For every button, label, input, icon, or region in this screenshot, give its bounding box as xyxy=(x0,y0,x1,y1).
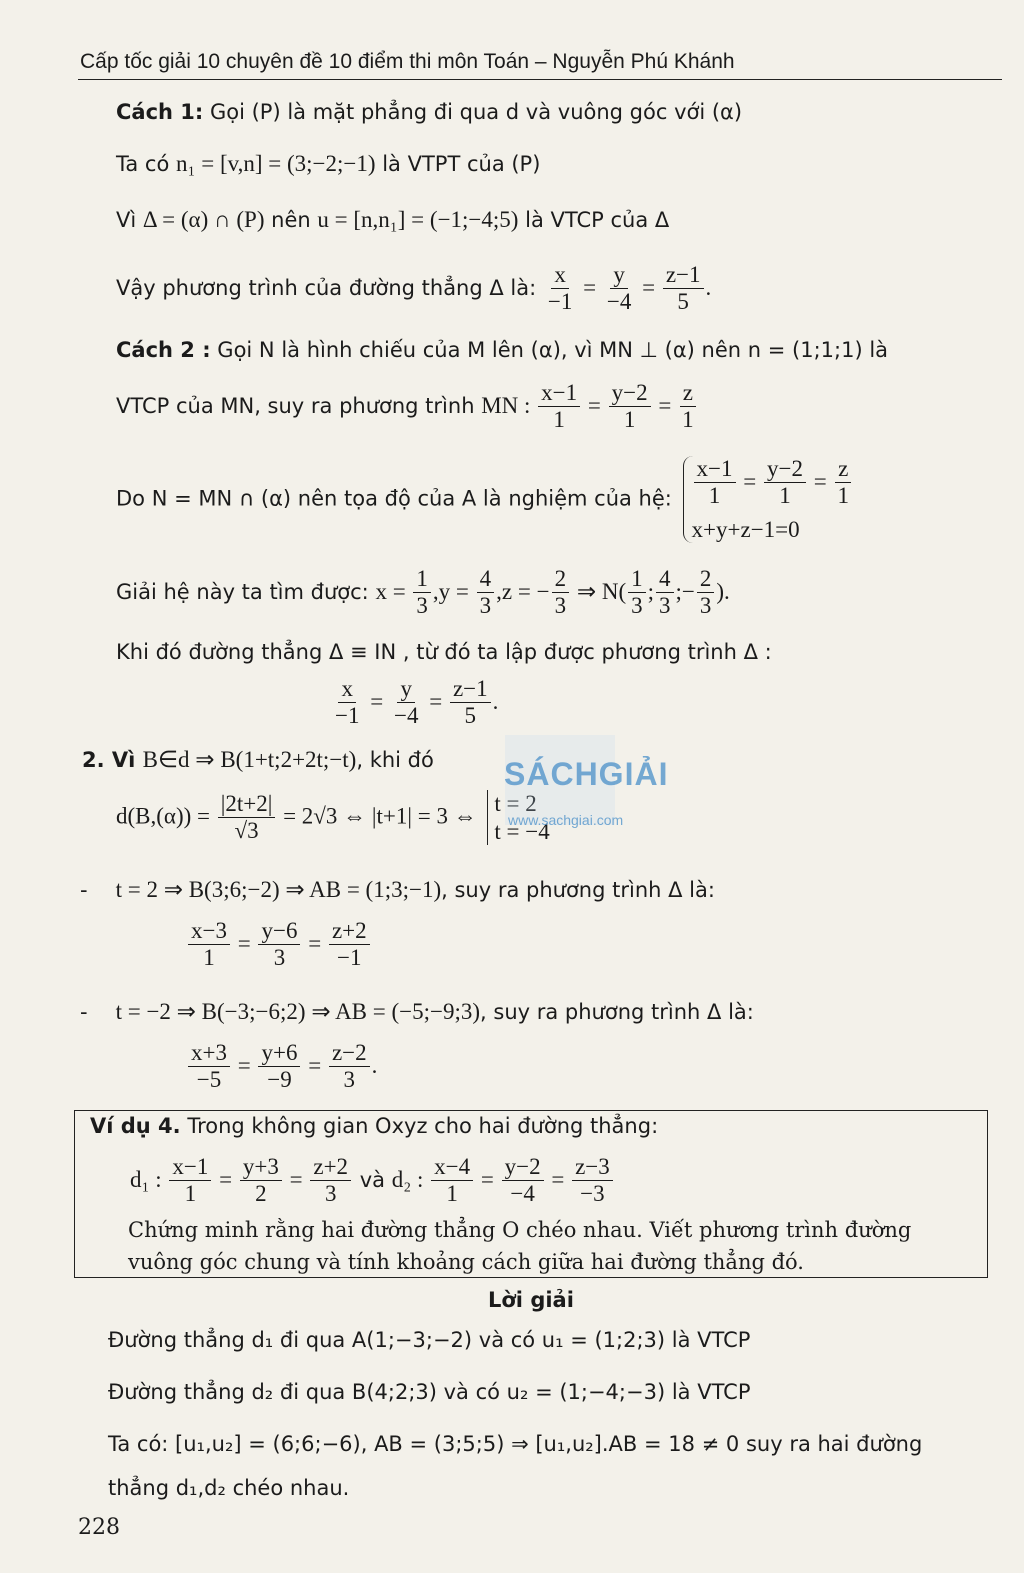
operator: = xyxy=(423,688,448,714)
fraction xyxy=(663,262,704,316)
operator: = xyxy=(364,688,389,714)
part2-line xyxy=(82,746,434,774)
operator: = xyxy=(475,1166,500,1192)
denominator: 1 xyxy=(708,483,721,509)
operator: = xyxy=(652,392,678,418)
operator: ; xyxy=(647,578,654,604)
numerator: 4 xyxy=(477,566,495,593)
operator: ). xyxy=(716,578,730,604)
denominator: 3 xyxy=(416,593,428,619)
numerator: z−1 xyxy=(450,676,491,703)
method1-text: Gọi (P) là mặt phẳng đi qua d và vuông góc với (α) xyxy=(203,100,743,124)
numerator: y+3 xyxy=(240,1154,282,1181)
math: = 2√3 ⇔ |t+1| = 3 ⇔ xyxy=(277,803,477,829)
denominator: −1 xyxy=(337,945,362,971)
fraction-chain xyxy=(167,1154,353,1207)
solution-title: Lời giải xyxy=(488,1288,574,1312)
fraction xyxy=(477,566,495,620)
solution-line-2: Đường thẳng d₂ đi qua B(4;2;3) và có u₂ = (1;−4;−3) là VTCP xyxy=(108,1380,751,1404)
numerator: y−6 xyxy=(258,918,300,945)
fraction xyxy=(552,566,570,620)
fraction xyxy=(679,380,697,434)
numerator: 1 xyxy=(413,566,431,593)
operator: = xyxy=(808,468,833,494)
denominator: 2 xyxy=(255,1181,267,1207)
numerator: y xyxy=(610,262,628,289)
fraction xyxy=(413,566,431,620)
running-header: Cấp tốc giải 10 chuyên đề 10 điểm thi môn Toán – Nguyễn Phú Khánh xyxy=(80,50,735,73)
delta-equation-2 xyxy=(330,676,498,730)
denominator: 5 xyxy=(464,703,477,729)
fraction xyxy=(694,456,736,510)
denominator: −4 xyxy=(393,703,419,729)
fraction xyxy=(697,566,715,620)
solution-values xyxy=(375,566,730,619)
math: MN : xyxy=(481,392,537,418)
numerator: 2 xyxy=(697,566,715,593)
fraction xyxy=(628,566,646,620)
fraction xyxy=(169,1154,211,1208)
denominator: −9 xyxy=(267,1067,292,1093)
numerator: z−1 xyxy=(663,262,704,289)
bullet: - xyxy=(80,878,88,902)
numerator: z+2 xyxy=(310,1154,351,1181)
numerator: y−2 xyxy=(502,1154,544,1181)
case2-equation xyxy=(186,1040,377,1094)
denominator: −1 xyxy=(335,703,360,729)
fraction xyxy=(450,676,491,730)
system-equation: x+y+z−1=0 xyxy=(691,516,800,542)
denominator: 3 xyxy=(324,1181,337,1207)
math: n₁ = [v,n] = (3;−2;−1) xyxy=(175,151,376,176)
numerator: z xyxy=(835,456,851,483)
denominator: 3 xyxy=(273,945,286,971)
text: VTCP của MN, suy ra phương trình xyxy=(116,393,482,418)
numerator: x−1 xyxy=(169,1154,211,1181)
denominator: 1 xyxy=(623,407,636,433)
fraction xyxy=(502,1154,544,1208)
text: Vì xyxy=(116,208,143,232)
denominator: 1 xyxy=(837,483,849,509)
numerator: z−2 xyxy=(329,1040,370,1067)
denominator: 1 xyxy=(553,407,565,433)
operator: ,z = − xyxy=(496,578,550,604)
example-title-line xyxy=(90,1114,658,1139)
operator: = xyxy=(231,1052,257,1078)
operator: = xyxy=(283,1166,309,1192)
fraction-chain xyxy=(186,918,372,971)
numerator: z xyxy=(680,380,696,407)
fraction xyxy=(240,1154,282,1208)
math: d₁ : xyxy=(130,1166,168,1192)
fraction xyxy=(431,1154,473,1208)
denominator: 3 xyxy=(554,593,567,619)
fraction-chain xyxy=(429,1154,615,1207)
numerator: y xyxy=(397,676,415,703)
operator: = xyxy=(302,930,327,956)
solution-line-4: thẳng d₁,d₂ chéo nhau. xyxy=(108,1476,350,1500)
text: là VTCP của Δ xyxy=(518,208,670,232)
denominator: 1 xyxy=(184,1181,197,1207)
fraction-chain xyxy=(543,262,712,315)
operator: = xyxy=(545,1166,571,1192)
numerator: 4 xyxy=(656,566,674,593)
denominator: 1 xyxy=(446,1181,458,1207)
direction-vector-line xyxy=(116,206,669,234)
operator: = xyxy=(213,1166,238,1192)
numerator: |2t+2| xyxy=(218,791,276,818)
operator: = xyxy=(737,468,763,494)
fraction xyxy=(764,456,806,510)
text: Giải hệ này ta tìm được: xyxy=(116,579,376,604)
text: , suy ra phương trình Δ là: xyxy=(441,878,715,902)
example-lines-equations xyxy=(130,1154,615,1208)
header-rule xyxy=(78,79,1002,80)
operator: . xyxy=(705,274,712,300)
solution-line-3: Ta có: [u₁,u₂] = (6;6;−6), AB = (3;5;5) ⇒ [u₁,u₂].AB = 18 ≠ 0 suy ra hai đường xyxy=(108,1432,923,1456)
delta-equation-line xyxy=(116,262,711,316)
solution: t = −4 xyxy=(494,818,550,844)
denominator: 3 xyxy=(343,1067,356,1093)
solution-line-1: Đường thẳng d₁ đi qua A(1;−3;−2) và có u₁ = (1;2;3) là VTCP xyxy=(108,1328,751,1352)
fraction xyxy=(258,1040,300,1094)
numerator: y+6 xyxy=(258,1040,300,1067)
operator: = xyxy=(302,1052,327,1078)
fraction xyxy=(572,1154,613,1208)
denominator: 1 xyxy=(682,407,694,433)
fraction xyxy=(329,1040,370,1094)
fraction-chain xyxy=(186,1040,378,1093)
denominator: −3 xyxy=(580,1181,605,1207)
operator: . xyxy=(371,1052,378,1078)
math: Δ = (α) ∩ (P) xyxy=(142,207,265,232)
math: d(B,(α)) = xyxy=(116,803,216,829)
operator: = xyxy=(577,274,602,300)
operator: ,y = xyxy=(432,578,475,604)
solution-line xyxy=(116,566,730,620)
fraction-chain xyxy=(692,456,854,510)
math: d₂ : xyxy=(391,1166,430,1192)
distance-fraction xyxy=(218,791,276,845)
case1-equation xyxy=(186,918,372,972)
bullet: - xyxy=(80,1000,88,1024)
numerator: x xyxy=(551,262,569,289)
text: , suy ra phương trình Δ là: xyxy=(480,1000,754,1024)
numerator: z−3 xyxy=(572,1154,613,1181)
math: u = [n,n₁] = (−1;−4;5) xyxy=(317,207,519,232)
numerator: x−1 xyxy=(694,456,736,483)
solution: t = 2 xyxy=(494,791,537,816)
fraction xyxy=(391,676,421,730)
fraction-chain xyxy=(536,380,698,433)
denominator: 3 xyxy=(479,593,492,619)
operator: x = xyxy=(375,578,412,604)
text: Do N = MN ∩ (α) nên tọa độ của A là nghiệm của hệ: xyxy=(116,486,672,511)
page-number: 228 xyxy=(78,1515,120,1540)
text: , khi đó xyxy=(356,748,434,772)
fraction xyxy=(834,456,852,510)
fraction xyxy=(188,1040,230,1094)
fraction xyxy=(329,918,370,972)
operator: . xyxy=(492,688,499,714)
text: Vậy phương trình của đường thẳng Δ là: xyxy=(116,275,543,300)
operator: = xyxy=(582,392,607,418)
denominator: 3 xyxy=(699,593,712,619)
denominator: −5 xyxy=(196,1067,222,1093)
system-line xyxy=(116,456,854,543)
denominator: 3 xyxy=(659,593,671,619)
text: Trong không gian Oxyz cho hai đường thẳng: xyxy=(180,1114,659,1138)
case2-line xyxy=(80,998,754,1026)
operator: = xyxy=(231,930,257,956)
denominator: 1 xyxy=(203,945,215,971)
mn-equation-line xyxy=(116,380,699,434)
method2-text: Gọi N là hình chiếu của M lên (α), vì MN ⊥ (α) nên n = (1;1;1) là xyxy=(210,338,889,362)
operator: ;− xyxy=(675,578,695,604)
watermark-url: www.sachgiai.com xyxy=(508,812,624,828)
fraction xyxy=(188,918,230,972)
numerator: y−2 xyxy=(609,380,651,407)
method2-line xyxy=(116,338,888,363)
operator: = xyxy=(636,274,661,300)
watermark-brand: SÁCHGIẢI xyxy=(504,756,669,792)
denominator: 1 xyxy=(779,483,791,509)
normal-vector-line xyxy=(116,150,540,178)
fraction xyxy=(545,262,575,316)
fraction xyxy=(310,1154,351,1208)
fraction xyxy=(656,566,674,620)
denominator: 5 xyxy=(677,289,689,315)
text: Ta có xyxy=(116,152,176,176)
numerator: 2 xyxy=(552,566,570,593)
numerator: z+2 xyxy=(329,918,370,945)
operator: ⇒ N( xyxy=(571,578,627,604)
example-title: Ví dụ 4. xyxy=(90,1114,181,1138)
numerator: x−1 xyxy=(538,380,580,407)
method1-line xyxy=(116,100,742,125)
method2-title: Cách 2 : xyxy=(116,338,211,362)
text: và xyxy=(353,1167,392,1192)
numerator: x+3 xyxy=(188,1040,230,1067)
fraction xyxy=(609,380,651,434)
math: t = 2 ⇒ B(3;6;−2) ⇒ AB = (1;3;−1) xyxy=(115,877,442,902)
numerator: x−3 xyxy=(188,918,230,945)
math: B∈d ⇒ B(1+t;2+2t;−t) xyxy=(142,747,357,772)
denominator: 3 xyxy=(631,593,643,619)
text: là VTPT của (P) xyxy=(375,152,541,176)
numerator: x xyxy=(338,676,356,703)
numerator: x−4 xyxy=(431,1154,473,1181)
equation-system xyxy=(683,456,854,543)
text: nên xyxy=(264,208,318,232)
example-text-2: vuông góc chung và tính khoảng cách giữa hai đường thẳng đó. xyxy=(128,1250,804,1274)
fraction xyxy=(258,918,300,972)
case1-line xyxy=(80,876,715,904)
delta-identify-line: Khi đó đường thẳng Δ ≡ IN , từ đó ta lập được phương trình Δ : xyxy=(116,640,772,664)
fraction-chain xyxy=(330,676,499,729)
fraction xyxy=(604,262,634,316)
fraction xyxy=(332,676,362,730)
method1-title: Cách 1: xyxy=(116,100,204,124)
denominator: −1 xyxy=(547,289,573,315)
denominator: −4 xyxy=(606,289,632,315)
fraction xyxy=(538,380,580,434)
denominator: √3 xyxy=(234,818,259,844)
math: t = −2 ⇒ B(−3;−6;2) ⇒ AB = (−5;−9;3) xyxy=(115,999,481,1024)
numerator: 1 xyxy=(628,566,646,593)
example-text-1: Chứng minh rằng hai đường thẳng O chéo nhau. Viết phương trình đường xyxy=(128,1218,912,1242)
part-number: 2. Vì xyxy=(82,748,143,772)
denominator: −4 xyxy=(510,1181,535,1207)
numerator: y−2 xyxy=(764,456,806,483)
